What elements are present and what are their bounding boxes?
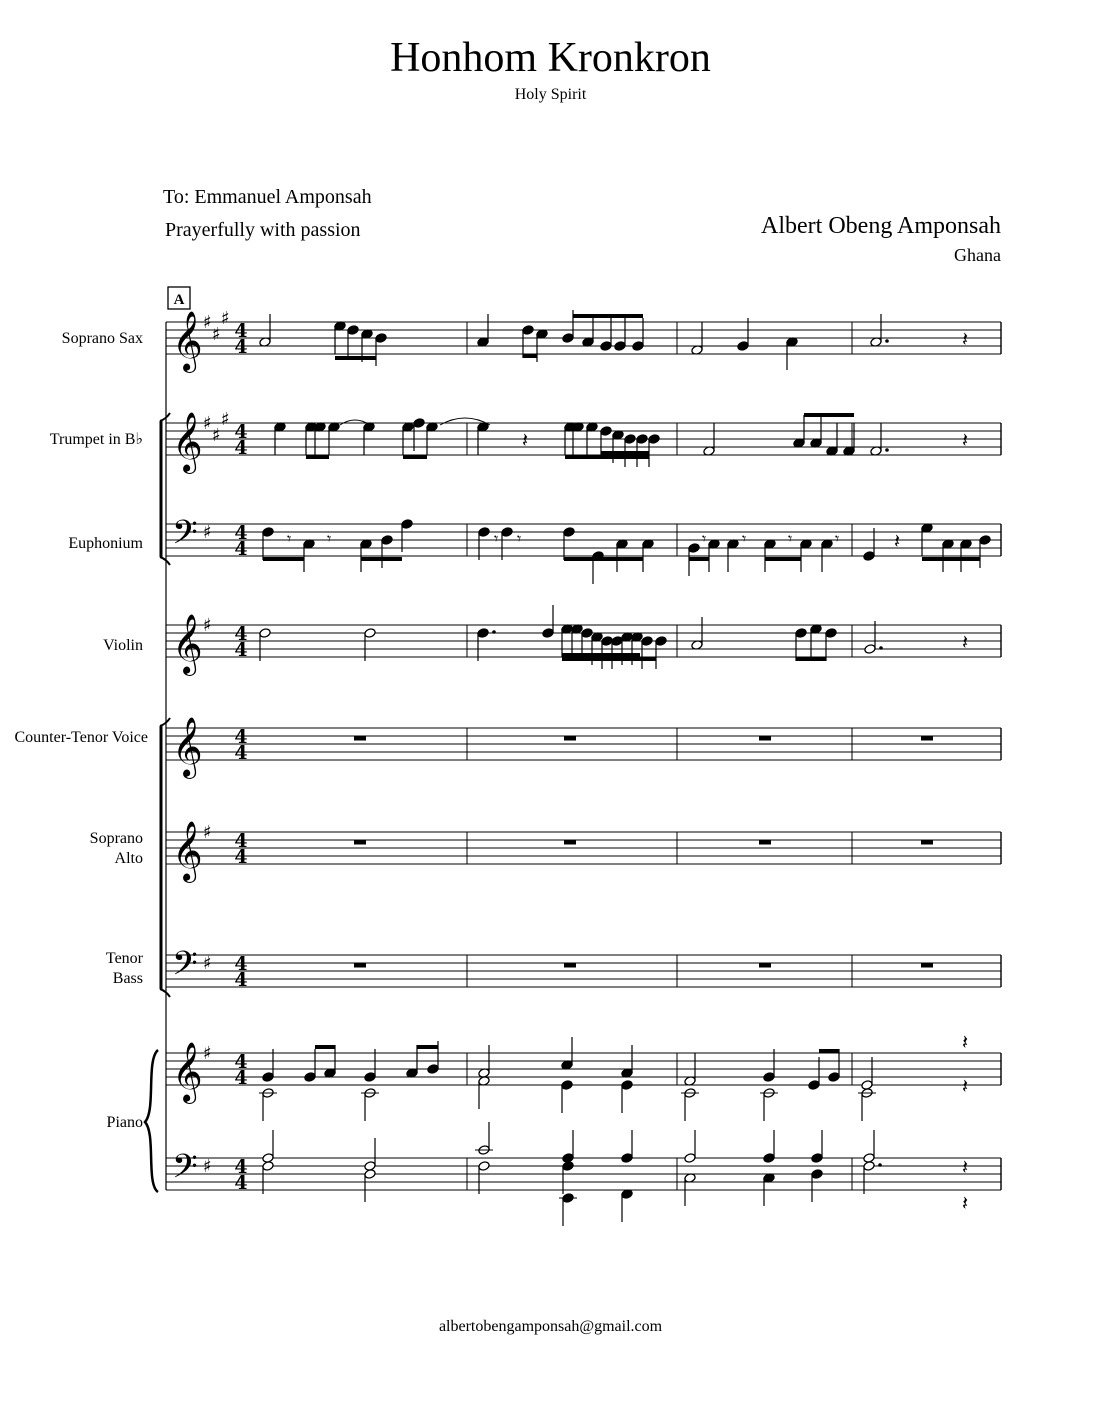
eighth-rest: 𝄾 <box>517 529 522 548</box>
piano-brace <box>145 1050 158 1192</box>
time-sig-top: 4 <box>234 1051 248 1073</box>
augmentation-dot <box>879 646 883 650</box>
key-sharp: ♯ <box>203 615 212 636</box>
whole-rest <box>354 736 366 741</box>
notehead <box>655 636 667 647</box>
instrument-label-secondary: Bass <box>112 970 143 987</box>
notehead <box>811 1153 823 1164</box>
key-sharp: ♯ <box>212 324 221 345</box>
key-sharp: ♯ <box>221 409 230 430</box>
quarter-rest: 𝄽 <box>962 1074 969 1098</box>
time-sig-top: 4 <box>234 726 248 748</box>
notehead <box>601 636 613 647</box>
notehead <box>478 1161 490 1172</box>
notehead <box>262 1072 274 1083</box>
notehead <box>563 527 575 538</box>
whole-rest <box>921 736 933 741</box>
bracket-hook <box>160 413 170 421</box>
notehead <box>347 325 359 336</box>
whole-rest <box>354 840 366 845</box>
treble-clef: 𝄞 <box>172 821 203 881</box>
footer-email: albertobengamponsah@gmail.com <box>438 1318 663 1335</box>
notehead <box>763 1072 775 1083</box>
notehead <box>427 1064 439 1075</box>
notehead <box>614 341 626 352</box>
whole-rest <box>564 736 576 741</box>
notehead <box>825 628 837 639</box>
treble-clef: 𝄞 <box>172 311 203 371</box>
rehearsal-mark <box>168 287 190 309</box>
notehead <box>621 1153 633 1164</box>
composer: Albert Obeng Amponsah <box>761 213 1001 239</box>
whole-rest <box>921 840 933 845</box>
key-sharp: ♯ <box>203 822 212 843</box>
key-sharp: ♯ <box>203 1043 212 1064</box>
notehead <box>864 644 876 655</box>
time-sig-bottom: 4 <box>234 1067 248 1089</box>
notehead <box>828 1072 840 1083</box>
eighth-rest: 𝄾 <box>788 529 793 548</box>
notehead <box>811 1169 823 1180</box>
quarter-rest: 𝄽 <box>962 1155 969 1179</box>
notehead <box>262 527 274 538</box>
notehead <box>648 434 660 445</box>
notehead <box>562 1161 574 1172</box>
augmentation-dot <box>878 1163 882 1167</box>
key-sharp: ♯ <box>203 522 212 543</box>
treble-clef: 𝄞 <box>172 1042 203 1102</box>
instrument-labels <box>15 330 149 1131</box>
bass-clef: 𝄢 <box>172 514 198 560</box>
eighth-rest: 𝄾 <box>327 529 332 548</box>
bracket-hook <box>160 989 170 997</box>
notehead <box>375 333 387 344</box>
time-sig-bottom: 4 <box>234 969 248 991</box>
key-sharp: ♯ <box>203 312 212 333</box>
quarter-rest: 𝄽 <box>894 529 901 553</box>
key-sharp: ♯ <box>203 1156 212 1177</box>
key-sharp: ♯ <box>212 425 221 446</box>
instrument-label: Trumpet in B♭ <box>49 431 143 448</box>
notehead <box>621 1080 633 1091</box>
notehead <box>600 341 612 352</box>
subtitle: Holy Spirit <box>514 86 587 103</box>
treble-clef: 𝄞 <box>172 614 203 674</box>
notehead <box>413 418 425 429</box>
instrument-label: Piano <box>106 1114 143 1131</box>
quarter-rest: 𝄽 <box>962 630 969 654</box>
notehead <box>979 535 991 546</box>
notehead <box>381 535 393 546</box>
eighth-rest: 𝄾 <box>835 529 840 548</box>
notehead <box>688 543 700 554</box>
notehead <box>542 628 554 639</box>
instrument-label: Counter-Tenor Voice <box>14 729 148 746</box>
time-sig-top: 4 <box>234 421 248 443</box>
tempo-marking: Prayerfully with passion <box>165 219 361 241</box>
instrument-label-secondary: Alto <box>114 850 143 867</box>
notehead <box>641 636 653 647</box>
time-sig-bottom: 4 <box>234 538 248 560</box>
key-sharp: ♯ <box>221 308 230 329</box>
notehead <box>561 1080 573 1091</box>
time-sig-top: 4 <box>234 953 248 975</box>
rehearsal-mark-label: A <box>173 292 185 308</box>
notehead <box>259 628 271 639</box>
notehead <box>401 519 413 530</box>
composer-country: Ghana <box>954 245 1001 265</box>
time-sig-top: 4 <box>234 623 248 645</box>
notehead <box>478 527 490 538</box>
augmentation-dot <box>492 630 496 634</box>
key-sharp: ♯ <box>203 953 212 974</box>
time-sig-top: 4 <box>234 522 248 544</box>
key-sharp: ♯ <box>203 413 212 434</box>
notehead <box>364 628 376 639</box>
notehead <box>763 1153 775 1164</box>
instrument-label: Euphonium <box>68 535 143 552</box>
notehead <box>262 1161 274 1172</box>
time-sig-bottom: 4 <box>234 639 248 661</box>
eighth-rest: 𝄾 <box>702 529 707 548</box>
whole-rest <box>564 963 576 968</box>
time-sig-bottom: 4 <box>234 846 248 868</box>
time-sig-bottom: 4 <box>234 1172 248 1194</box>
bracket-hook <box>160 557 170 565</box>
notehead <box>636 434 648 445</box>
augmentation-dot <box>885 448 889 452</box>
notehead <box>304 1072 316 1083</box>
time-sig-top: 4 <box>234 1156 248 1178</box>
notehead <box>364 1072 376 1083</box>
time-sig-bottom: 4 <box>234 742 248 764</box>
notehead <box>808 1080 820 1091</box>
whole-rest <box>921 963 933 968</box>
whole-rest <box>564 840 576 845</box>
whole-rest <box>759 840 771 845</box>
whole-rest <box>759 963 771 968</box>
bass-clef: 𝄢 <box>172 945 198 991</box>
bass-clef: 𝄢 <box>172 1148 198 1194</box>
notehead <box>477 628 489 639</box>
augmentation-dot <box>885 339 889 343</box>
time-sig-bottom: 4 <box>234 336 248 358</box>
treble-clef: 𝄞 <box>172 717 203 777</box>
notehead <box>737 341 749 352</box>
page-title: Honhom Kronkron <box>390 35 711 81</box>
notehead <box>600 426 612 437</box>
notehead <box>562 333 574 344</box>
whole-rest <box>354 963 366 968</box>
eighth-rest: 𝄾 <box>287 529 292 548</box>
eighth-rest: 𝄾 <box>494 529 499 548</box>
notehead <box>795 628 807 639</box>
notehead <box>632 341 644 352</box>
quarter-rest: 𝄽 <box>522 428 529 452</box>
notehead <box>624 434 636 445</box>
instrument-label: Soprano <box>89 830 143 847</box>
treble-clef: 𝄞 <box>172 412 203 472</box>
notehead <box>863 1161 875 1172</box>
time-sig-bottom: 4 <box>234 437 248 459</box>
time-sig-top: 4 <box>234 830 248 852</box>
dedication: To: Emmanuel Amponsah <box>163 186 372 208</box>
notehead <box>501 527 513 538</box>
instrument-label: Tenor <box>105 950 143 967</box>
eighth-rest: 𝄾 <box>742 529 747 548</box>
quarter-rest: 𝄽 <box>962 1191 969 1215</box>
notehead <box>863 551 875 562</box>
whole-rest <box>759 736 771 741</box>
instrument-label: Soprano Sax <box>61 330 143 347</box>
notehead <box>581 628 593 639</box>
notehead <box>522 325 534 336</box>
notehead <box>364 1169 376 1180</box>
quarter-rest: 𝄽 <box>962 428 969 452</box>
notehead <box>684 1153 696 1164</box>
quarter-rest: 𝄽 <box>962 327 969 351</box>
time-sig-top: 4 <box>234 320 248 342</box>
bracket-hook <box>160 718 170 726</box>
instrument-label: Violin <box>103 637 143 654</box>
quarter-rest: 𝄽 <box>962 1030 969 1054</box>
